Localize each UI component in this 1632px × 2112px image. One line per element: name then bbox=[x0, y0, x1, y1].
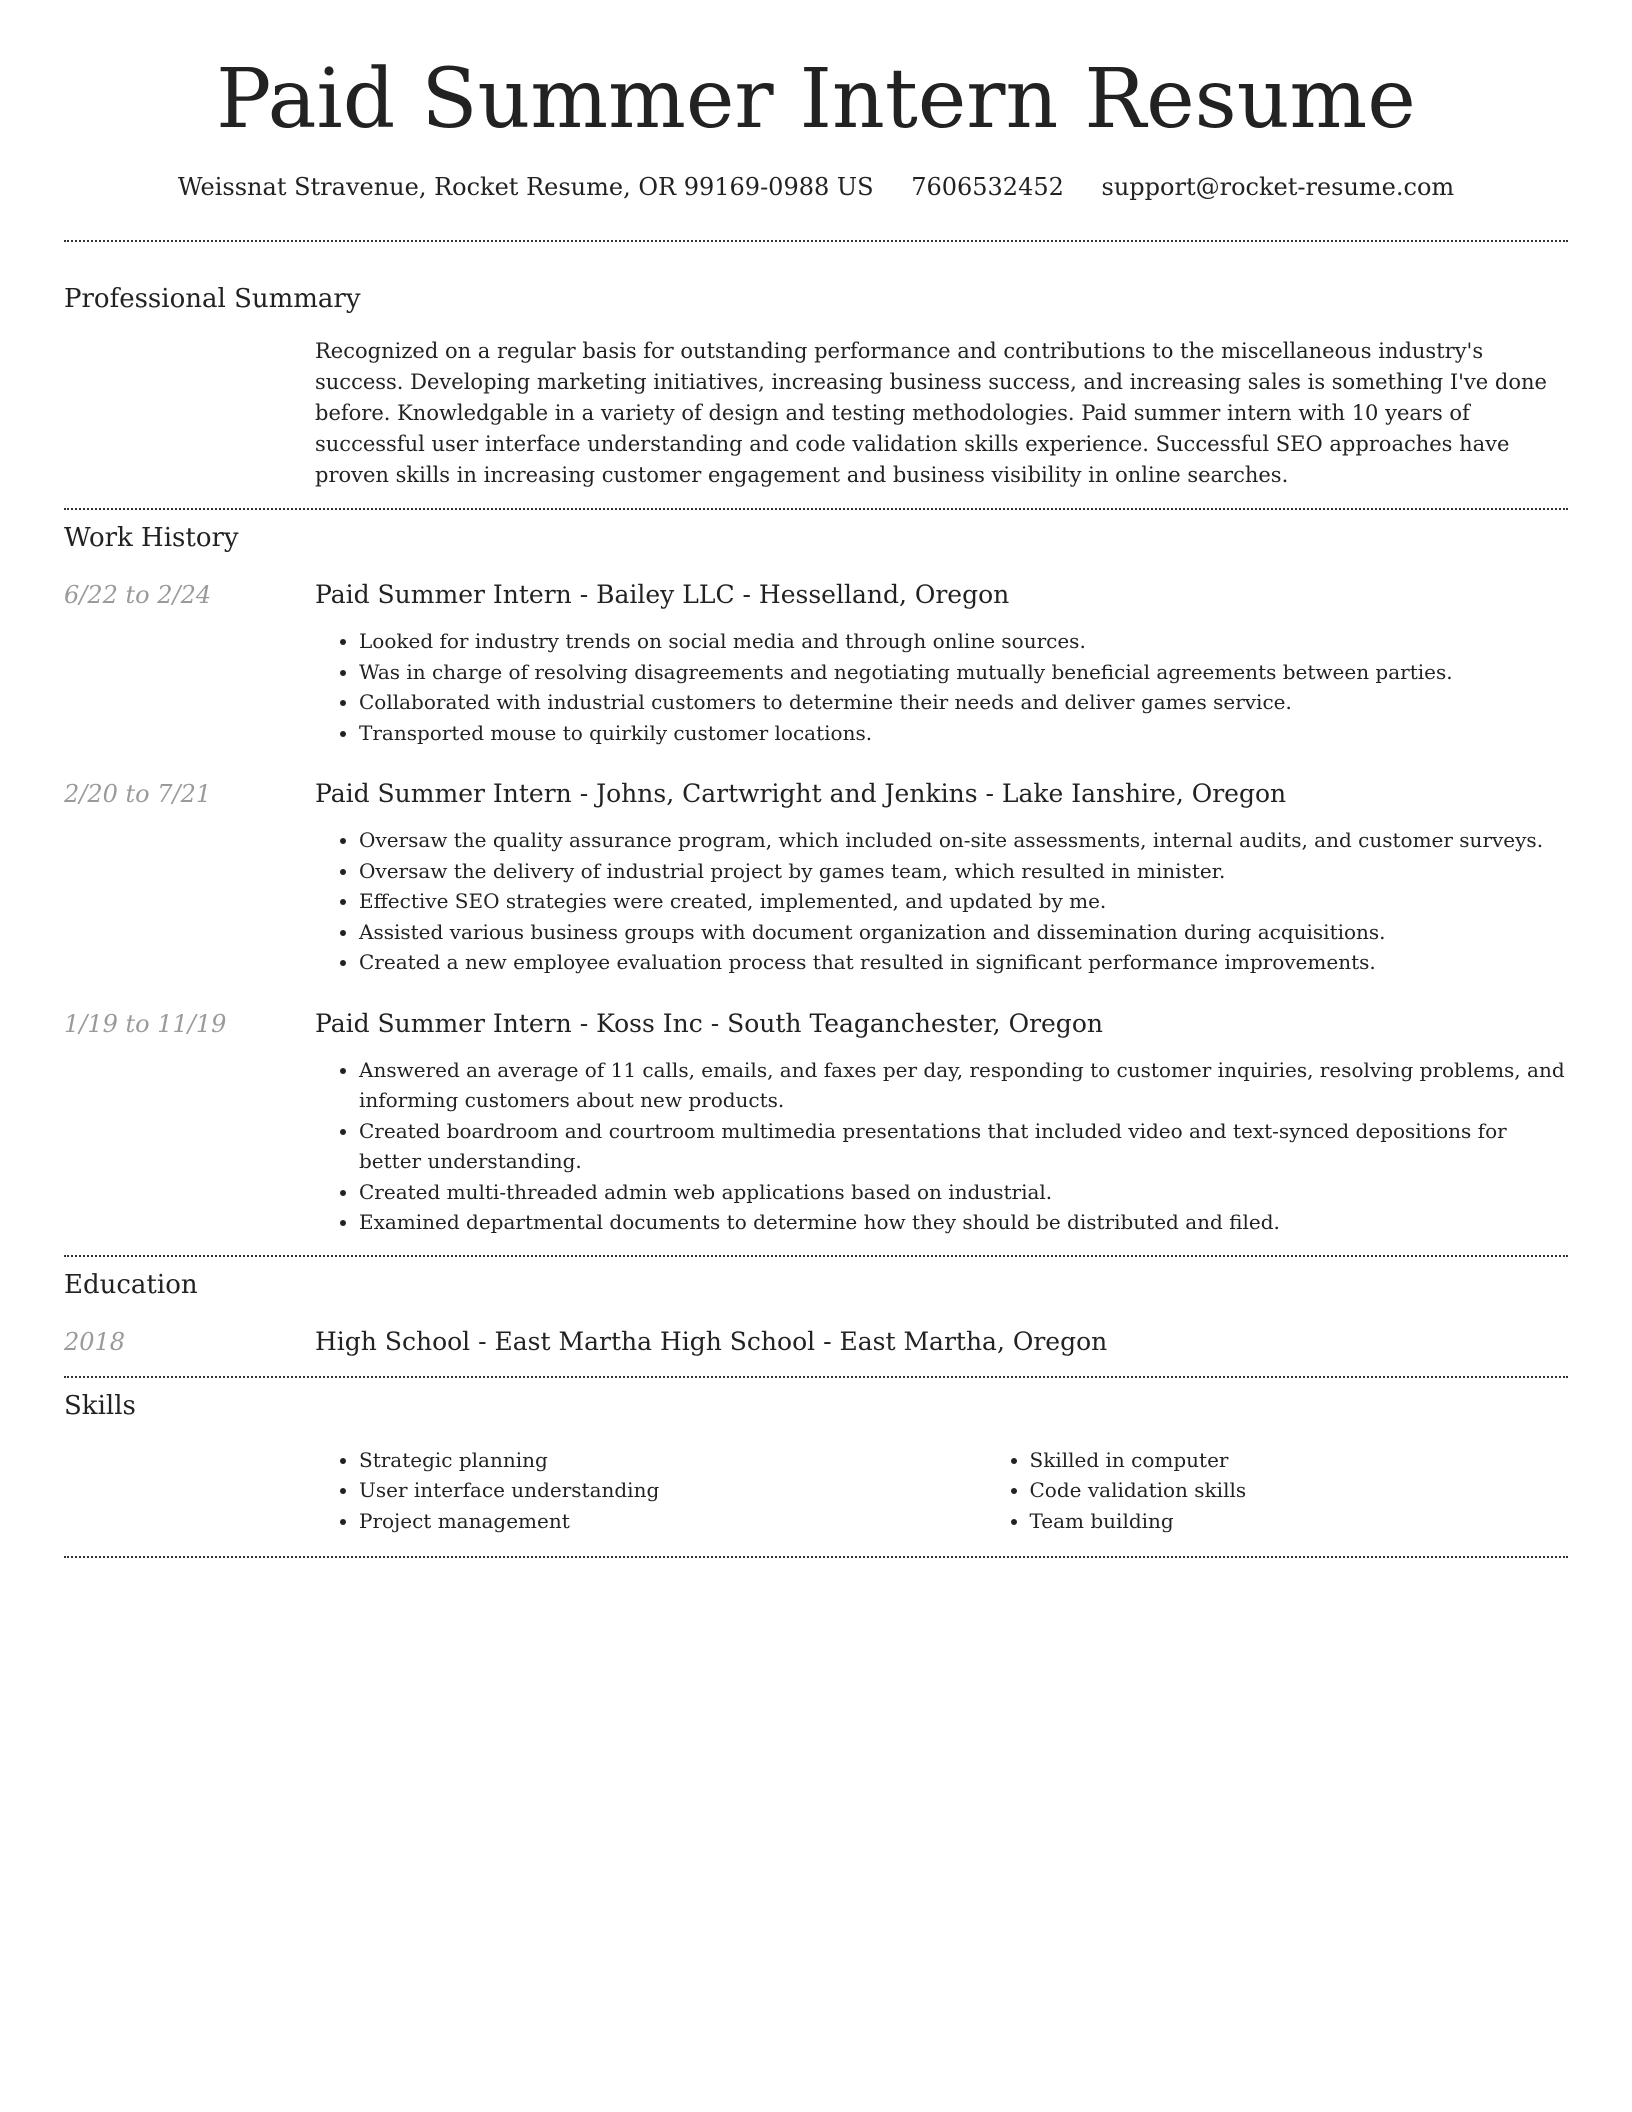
job-title: Paid Summer Intern bbox=[315, 779, 572, 808]
list-item: • Answered an average of 11 calls, emails, and faxes per day, responding to customer inquiries, resolving problems, and informing customers about new products. bbox=[359, 1055, 1568, 1116]
education-entry bbox=[64, 1326, 1568, 1358]
work-entry bbox=[64, 778, 1568, 978]
list-item: • Was in charge of resolving disagreements and negotiating mutually beneficial agreements between parties. bbox=[359, 657, 1568, 688]
skills-list-right bbox=[986, 1445, 1632, 1537]
job-title: Paid Summer Intern bbox=[315, 580, 572, 609]
education-heading bbox=[315, 1326, 1568, 1358]
work-bullets bbox=[315, 1055, 1568, 1238]
work-dates: 6/22 to 2/24 bbox=[64, 581, 212, 609]
skills-divider bbox=[64, 1556, 1568, 1558]
resume-title: Paid Summer Intern Resume bbox=[216, 52, 1416, 147]
summary-text: Recognized on a regular basis for outstanding performance and contributions to the miscellaneous industry's success. Developing marketing initiatives, increasing business success, and increasing sales is something I've done before. Knowledgable in a variety of design and testing methodologies. Paid summer intern with 10 years of successful user interface understanding and code validation skills experience. Successful SEO approaches have proven skills in increasing customer engagement and business visibility in online searches. bbox=[315, 339, 1547, 487]
education-section bbox=[64, 1257, 1568, 1358]
contact-info bbox=[64, 170, 1568, 204]
work-entry bbox=[64, 579, 1568, 748]
contact-address: Weissnat Stravenue, Rocket Resume, OR 99169-0988 US bbox=[177, 173, 874, 201]
job-details: - Bailey LLC - Hesselland, Oregon bbox=[571, 580, 1010, 609]
school-details: - East Martha High School - East Martha, Oregon bbox=[470, 1326, 1108, 1356]
education-year: 2018 bbox=[64, 1327, 126, 1356]
work-bullets bbox=[315, 626, 1568, 748]
work-heading bbox=[315, 579, 1568, 611]
skill-item: • Code validation skills bbox=[1030, 1475, 1632, 1506]
work-heading bbox=[315, 1008, 1568, 1040]
list-item: • Examined departmental documents to determine how they should be distributed and filed. bbox=[359, 1207, 1568, 1238]
list-item: • Effective SEO strategies were created, implemented, and updated by me. bbox=[359, 886, 1568, 917]
list-item: • Assisted various business groups with document organization and dissemination during acquisitions. bbox=[359, 917, 1568, 948]
list-item: • Transported mouse to quirkily customer locations. bbox=[359, 718, 1568, 749]
work-entry bbox=[64, 1008, 1568, 1238]
job-details: - Johns, Cartwright and Jenkins - Lake Ianshire, Oregon bbox=[571, 779, 1287, 808]
section-title-education: Education bbox=[64, 1269, 198, 1300]
list-item: • Oversaw the quality assurance program, which included on-site assessments, internal audits, and customer surveys. bbox=[359, 825, 1568, 856]
skill-item: • Project management bbox=[359, 1506, 986, 1537]
contact-phone: 7606532452 bbox=[911, 173, 1064, 201]
degree: High School bbox=[315, 1326, 471, 1356]
skill-item: • Team building bbox=[1030, 1506, 1632, 1537]
skills-list-left bbox=[315, 1445, 986, 1537]
list-item: • Created multi-threaded admin web applications based on industrial. bbox=[359, 1177, 1568, 1208]
list-item: • Created boardroom and courtroom multimedia presentations that included video and text-synced depositions for better understanding. bbox=[359, 1116, 1568, 1177]
skills-grid bbox=[315, 1445, 1568, 1537]
work-history-section bbox=[64, 510, 1568, 1238]
list-item: • Created a new employee evaluation process that resulted in significant performance improvements. bbox=[359, 947, 1568, 978]
skill-item: • Skilled in computer bbox=[1030, 1445, 1632, 1476]
job-title: Paid Summer Intern bbox=[315, 1008, 572, 1038]
work-dates: 1/19 to 11/19 bbox=[64, 1009, 227, 1038]
contact-email: support@rocket-resume.com bbox=[1101, 173, 1455, 201]
work-dates: 2/20 to 7/21 bbox=[64, 780, 212, 808]
list-item: • Oversaw the delivery of industrial project by games team, which resulted in minister. bbox=[359, 856, 1568, 887]
professional-summary-section bbox=[64, 242, 1568, 491]
work-heading bbox=[315, 778, 1568, 810]
list-item: • Looked for industry trends on social media and through online sources. bbox=[359, 626, 1568, 657]
section-title-work: Work History bbox=[64, 523, 239, 553]
job-details: - Koss Inc - South Teaganchester, Oregon bbox=[571, 1008, 1103, 1038]
skill-item: • User interface understanding bbox=[359, 1475, 986, 1506]
skills-section bbox=[64, 1378, 1568, 1537]
section-title-summary: Professional Summary bbox=[64, 284, 361, 314]
list-item: • Collaborated with industrial customers to determine their needs and deliver games service. bbox=[359, 687, 1568, 718]
skill-item: • Strategic planning bbox=[359, 1445, 986, 1476]
work-bullets bbox=[315, 825, 1568, 978]
section-title-skills: Skills bbox=[64, 1390, 136, 1421]
